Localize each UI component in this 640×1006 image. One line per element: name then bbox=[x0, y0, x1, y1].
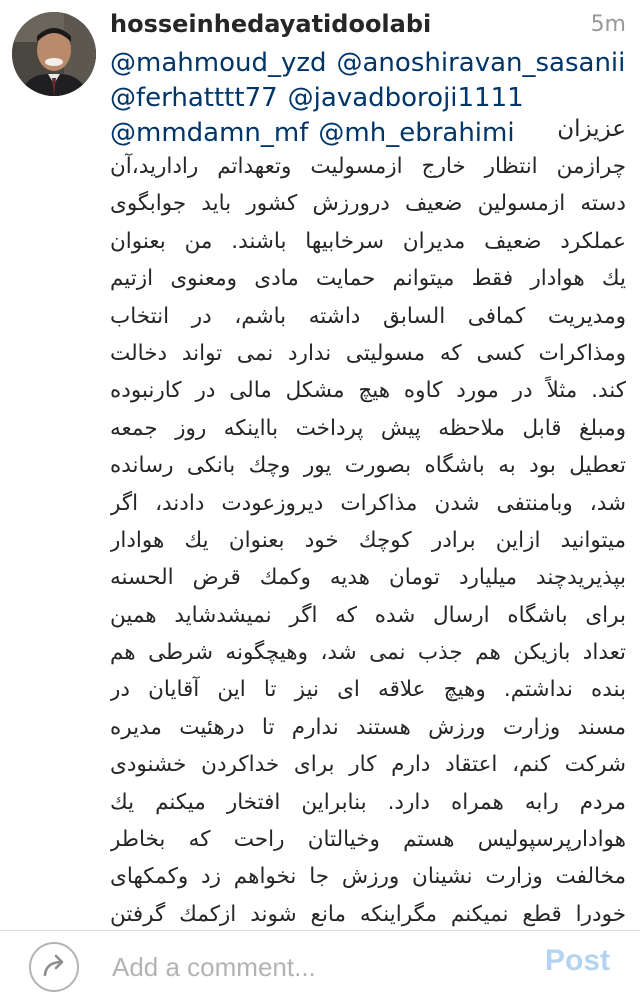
comment-bar bbox=[0, 931, 640, 1006]
comment-line: ومذاکرات کسی که مسولیتی ندارد نمی تواند دخالت bbox=[110, 340, 626, 366]
mention-link[interactable]: @javadboroji1111 bbox=[287, 83, 524, 113]
mentions-line bbox=[110, 46, 630, 81]
comment-text-start: عزیزان bbox=[557, 116, 626, 142]
comment-line: تعداد بازیکن هم جذب نمی شد، وهیچگونه شرطی هم bbox=[110, 640, 626, 666]
comment-line: دسته ازمسولین ضعیف درورزش کشور باید جوابگوی bbox=[110, 191, 626, 217]
comment-line: مردم رابه همراه دارد. بنابراین افتخار میکنم یك bbox=[110, 789, 626, 815]
comment-username[interactable]: hosseinhedayatidoolabi bbox=[110, 10, 432, 38]
comment-timestamp: 5m bbox=[590, 12, 626, 37]
comment-line: میتوانید ازاین برادر کوچك خود بعنوان یك هوادار bbox=[110, 527, 626, 553]
comment-line: هوادارپرسپولیس هستم وخیالتان راحت که بخاطر bbox=[110, 827, 626, 853]
mentions-line bbox=[110, 81, 630, 116]
comment-line: کند. مثلاً در مورد کاوه هیچ مشکل مالی در کارنبوده bbox=[110, 378, 626, 404]
comment-line: تعطیل بود به باشگاه بصورت یور وچك بانکی رسانده bbox=[110, 453, 626, 479]
mention-link[interactable]: @ferhatttt77 bbox=[110, 83, 278, 113]
mention-link[interactable]: @mmdamn_mf bbox=[110, 118, 309, 148]
comment-line: یك هوادار فقط میتوانم حمایت مادی ومعنوی ازتیم bbox=[110, 266, 626, 292]
comment-line: برای باشگاه ارسال شده که اگر نمیشدشاید همین bbox=[110, 602, 626, 628]
comment-line: شرکت کنم، اعتقاد دارم کار برای خداکردن خشنودی bbox=[110, 752, 626, 778]
share-arrow-icon[interactable] bbox=[28, 941, 80, 993]
comment-line: شد، وبامنتفی شدن مذاکرات دیروزعودت دادند، اگر bbox=[110, 490, 626, 516]
comment-line: ومبلغ قابل ملاحظه پیش پرداخت بااینکه روز جمعه bbox=[110, 415, 626, 441]
mentions-line bbox=[110, 116, 630, 151]
comment-body bbox=[110, 148, 626, 930]
avatar[interactable] bbox=[12, 12, 96, 96]
comment-line: بنده نداشتم. وهیچ علاقه ای نیز تا این آقایان در bbox=[110, 677, 626, 703]
post-button[interactable]: Post bbox=[544, 944, 610, 977]
comment-line: ومدیریت کمافی السابق داشته باشم، در انتخاب bbox=[110, 303, 626, 329]
comment-line: خودرا قطع نمیکنم مگراینکه مانع شوند ازکمك گرفتن bbox=[110, 901, 626, 927]
mention-link[interactable]: @mh_ebrahimi bbox=[318, 118, 515, 148]
comment-line: چرازمن انتظار خارج ازمسولیت وتعهداتم رادارید،آن bbox=[110, 154, 626, 179]
mention-link[interactable]: @anoshiravan_sasanii bbox=[336, 48, 626, 78]
comment-line: مخالفت وزارت نشینان ورزش جا نخواهم زد وکمکهای bbox=[110, 864, 626, 890]
comment-line: عملکرد ضعیف مدیران سرخابیها باشند. من بعنوان bbox=[110, 228, 626, 254]
comment-input[interactable] bbox=[112, 945, 512, 989]
avatar-photo bbox=[12, 12, 96, 96]
mention-link[interactable]: @mahmoud_yzd bbox=[110, 48, 327, 78]
comment-line: بپذیریدچند میلیارد تومان هدیه وکمك قرض الحسنه bbox=[110, 565, 626, 591]
comment-line: مسند وزارت ورزش هستند ندارم تا درهئیت مدیره bbox=[110, 714, 626, 740]
mentions bbox=[110, 46, 630, 151]
